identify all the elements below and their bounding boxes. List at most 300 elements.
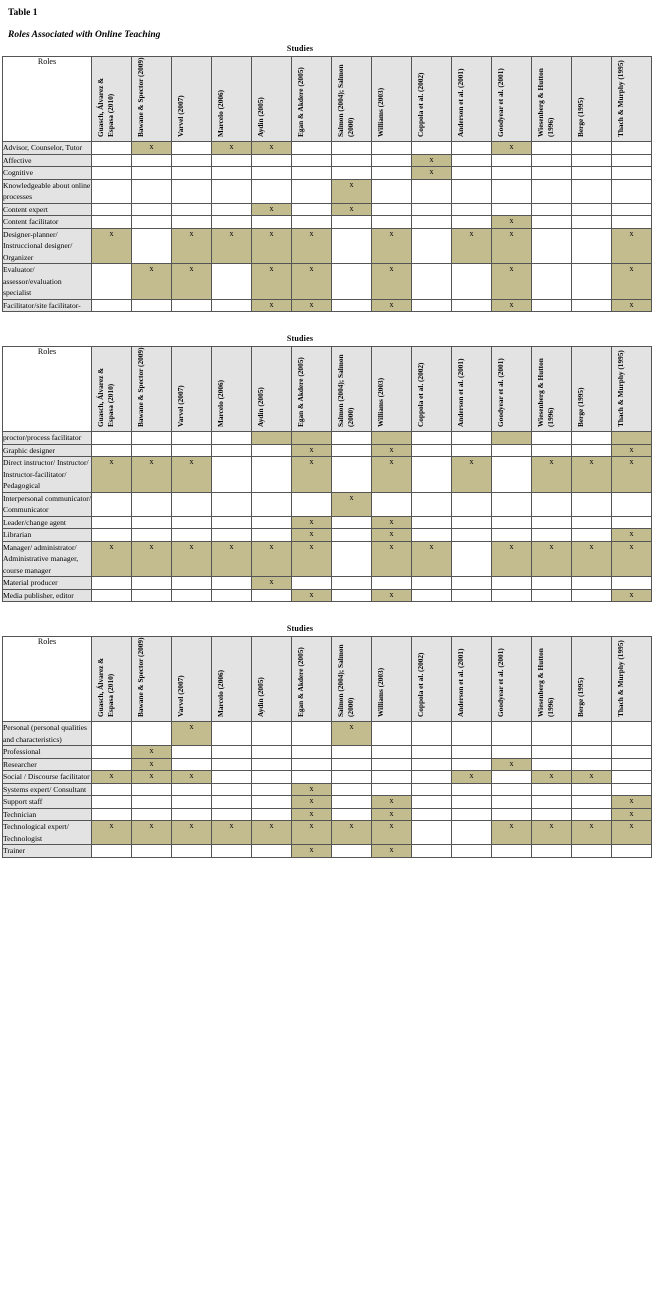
empty-cell	[412, 771, 452, 784]
empty-cell	[332, 577, 372, 590]
table-row	[3, 589, 652, 602]
mark-cell: x	[252, 203, 292, 216]
mark-cell: x	[92, 771, 132, 784]
study-column-header	[212, 57, 252, 142]
empty-cell	[412, 299, 452, 312]
empty-cell	[132, 179, 172, 203]
role-label-cell: Facilitator/site facilitator-	[3, 299, 92, 312]
empty-cell	[412, 492, 452, 516]
empty-cell	[532, 746, 572, 759]
study-column-header	[612, 347, 652, 432]
vertical-label-wrapper	[212, 347, 251, 431]
empty-cell	[212, 746, 252, 759]
vertical-label-wrapper	[492, 57, 531, 141]
study-column-label: Berge (1995)	[576, 677, 585, 717]
mark-cell: x	[332, 492, 372, 516]
empty-cell	[292, 179, 332, 203]
empty-cell	[172, 142, 212, 155]
empty-cell	[492, 845, 532, 858]
table-row	[3, 216, 652, 229]
vertical-label-wrapper	[252, 637, 291, 721]
empty-cell	[252, 492, 292, 516]
table-section-1	[2, 40, 634, 312]
table-row	[3, 845, 652, 858]
mark-cell: x	[292, 541, 332, 577]
study-column-label: Williams (2003)	[376, 667, 385, 717]
empty-cell	[452, 154, 492, 167]
role-label-cell: Knowledgeable about online processes	[3, 180, 91, 201]
section-spacer-1	[2, 312, 598, 330]
mark-cell: x	[92, 821, 132, 845]
empty-cell	[372, 167, 412, 180]
shaded-cell	[372, 432, 412, 445]
empty-cell	[492, 771, 532, 784]
empty-cell	[92, 179, 132, 203]
empty-cell	[452, 796, 492, 809]
role-label-cell: Affective	[3, 154, 92, 167]
mark-cell: x	[132, 457, 172, 493]
empty-cell	[532, 529, 572, 542]
role-label-cell: Social / Discourse facilitator	[3, 772, 90, 781]
empty-cell	[452, 444, 492, 457]
empty-cell	[252, 516, 292, 529]
vertical-label-wrapper	[492, 347, 531, 431]
table-title: Roles Associated with Online Teaching	[8, 30, 161, 40]
empty-cell	[532, 203, 572, 216]
mark-cell: x	[132, 746, 172, 759]
mark-cell: x	[572, 457, 612, 493]
study-column-label: Varvel (2007)	[176, 675, 185, 717]
mark-cell: x	[92, 541, 132, 577]
empty-cell	[532, 167, 572, 180]
empty-cell	[172, 783, 212, 796]
empty-cell	[212, 758, 252, 771]
empty-cell	[452, 167, 492, 180]
study-column-label: Wiesenberg & Hutton (1996)	[536, 68, 555, 137]
empty-cell	[452, 432, 492, 445]
empty-cell	[372, 142, 412, 155]
mark-cell: x	[172, 821, 212, 845]
mark-cell: x	[532, 821, 572, 845]
table-row	[3, 808, 652, 821]
mark-cell: x	[612, 299, 652, 312]
table-row	[3, 299, 652, 312]
role-label-cell: Interpersonal communicator/ Communicator	[3, 493, 91, 514]
empty-cell	[252, 783, 292, 796]
table-row	[3, 142, 652, 155]
roles-column-header: Roles	[3, 637, 92, 722]
empty-cell	[292, 492, 332, 516]
empty-cell	[452, 299, 492, 312]
vertical-label-wrapper	[252, 347, 291, 431]
empty-cell	[212, 845, 252, 858]
study-column-header	[292, 637, 332, 722]
empty-cell	[612, 203, 652, 216]
mark-cell: x	[372, 529, 412, 542]
empty-cell	[332, 154, 372, 167]
empty-cell	[172, 516, 212, 529]
mark-cell: x	[332, 179, 372, 203]
vertical-label-wrapper	[452, 637, 491, 721]
vertical-label-wrapper	[372, 637, 411, 721]
empty-cell	[572, 783, 612, 796]
study-column-header	[572, 57, 612, 142]
empty-cell	[252, 216, 292, 229]
study-column-header	[372, 57, 412, 142]
table-row	[3, 167, 652, 180]
empty-cell	[212, 783, 252, 796]
empty-cell	[132, 516, 172, 529]
empty-cell	[92, 577, 132, 590]
study-column-header	[172, 347, 212, 432]
empty-cell	[332, 589, 372, 602]
study-column-header	[492, 347, 532, 432]
empty-cell	[492, 746, 532, 759]
mark-cell: x	[612, 796, 652, 809]
study-column-label: Salmon (2004); Salmon (2000)	[336, 354, 355, 427]
mark-cell: x	[492, 758, 532, 771]
study-column-label: Anderson et al. (2001)	[456, 648, 465, 717]
vertical-label-wrapper	[452, 57, 491, 141]
study-column-header	[132, 57, 172, 142]
empty-cell	[212, 589, 252, 602]
empty-cell	[132, 228, 172, 264]
mark-cell: x	[292, 589, 332, 602]
empty-cell	[452, 845, 492, 858]
empty-cell	[252, 457, 292, 493]
empty-cell	[292, 577, 332, 590]
empty-cell	[252, 845, 292, 858]
empty-cell	[132, 492, 172, 516]
empty-cell	[172, 179, 212, 203]
empty-cell	[132, 299, 172, 312]
mark-cell: x	[292, 516, 332, 529]
empty-cell	[612, 516, 652, 529]
study-column-label: Bawane & Spector (2009)	[136, 347, 145, 427]
mark-cell: x	[292, 796, 332, 809]
mark-cell: x	[172, 457, 212, 493]
empty-cell	[132, 432, 172, 445]
vertical-label-wrapper	[92, 637, 131, 721]
empty-cell	[172, 746, 212, 759]
roles-table-3	[2, 636, 652, 858]
shaded-cell	[492, 432, 532, 445]
empty-cell	[292, 154, 332, 167]
empty-cell	[92, 216, 132, 229]
empty-cell	[212, 203, 252, 216]
empty-cell	[332, 529, 372, 542]
mark-cell: x	[332, 821, 372, 845]
empty-cell	[212, 154, 252, 167]
vertical-label-wrapper	[612, 637, 651, 721]
vertical-label-wrapper	[172, 637, 211, 721]
empty-cell	[212, 299, 252, 312]
empty-cell	[92, 299, 132, 312]
empty-cell	[92, 796, 132, 809]
empty-cell	[572, 529, 612, 542]
empty-cell	[612, 142, 652, 155]
study-column-header	[412, 637, 452, 722]
empty-cell	[412, 142, 452, 155]
empty-cell	[252, 808, 292, 821]
empty-cell	[132, 577, 172, 590]
empty-cell	[492, 589, 532, 602]
mark-cell: x	[372, 821, 412, 845]
empty-cell	[92, 808, 132, 821]
table-row	[3, 492, 652, 516]
mark-cell: x	[572, 771, 612, 784]
empty-cell	[532, 179, 572, 203]
empty-cell	[132, 167, 172, 180]
vertical-label-wrapper	[532, 347, 571, 431]
empty-cell	[452, 203, 492, 216]
empty-cell	[92, 154, 132, 167]
empty-cell	[572, 492, 612, 516]
study-column-label: Guasch, Álvarez & Espasa (2010)	[96, 657, 115, 717]
empty-cell	[252, 796, 292, 809]
study-column-label: Aydin (2005)	[256, 97, 265, 137]
empty-cell	[412, 746, 452, 759]
empty-cell	[212, 492, 252, 516]
vertical-label-wrapper	[252, 57, 291, 141]
mark-cell: x	[492, 821, 532, 845]
mark-cell: x	[492, 299, 532, 312]
mark-cell: x	[612, 821, 652, 845]
role-label-cell: Support staff	[3, 796, 92, 809]
empty-cell	[172, 299, 212, 312]
table-number: Table 1	[8, 8, 38, 18]
role-label-cell: proctor/process facilitator	[3, 432, 92, 445]
empty-cell	[252, 529, 292, 542]
table-row	[3, 746, 652, 759]
empty-cell	[412, 722, 452, 746]
vertical-label-wrapper	[132, 637, 171, 721]
table-body-3	[3, 722, 652, 858]
study-column-label: Goodyear et al. (2001)	[496, 358, 505, 427]
mark-cell: x	[172, 228, 212, 264]
study-column-label: Coppola et al. (2002)	[416, 652, 425, 717]
empty-cell	[492, 444, 532, 457]
empty-cell	[172, 529, 212, 542]
empty-cell	[412, 577, 452, 590]
table-header-3	[3, 637, 652, 722]
empty-cell	[172, 796, 212, 809]
empty-cell	[412, 758, 452, 771]
empty-cell	[452, 492, 492, 516]
mark-cell: x	[372, 457, 412, 493]
empty-cell	[172, 203, 212, 216]
study-column-label: Egan & Akdere (2005)	[296, 647, 305, 717]
empty-cell	[92, 167, 132, 180]
empty-cell	[132, 722, 172, 746]
empty-cell	[452, 264, 492, 300]
empty-cell	[172, 167, 212, 180]
study-column-label: Marcelo (2006)	[216, 89, 225, 137]
vertical-label-wrapper	[212, 637, 251, 721]
empty-cell	[532, 299, 572, 312]
mark-cell: x	[492, 264, 532, 300]
empty-cell	[332, 771, 372, 784]
empty-cell	[132, 808, 172, 821]
empty-cell	[132, 783, 172, 796]
study-column-label: Salmon (2004); Salmon (2000)	[336, 64, 355, 137]
empty-cell	[612, 758, 652, 771]
empty-cell	[492, 457, 532, 493]
study-column-header	[612, 57, 652, 142]
study-column-header	[132, 637, 172, 722]
study-column-label: Wiesenberg & Hutton (1996)	[536, 358, 555, 427]
vertical-label-wrapper	[132, 347, 171, 431]
empty-cell	[572, 154, 612, 167]
empty-cell	[612, 179, 652, 203]
mark-cell: x	[332, 203, 372, 216]
empty-cell	[332, 746, 372, 759]
vertical-label-wrapper	[92, 347, 131, 431]
mark-cell: x	[372, 299, 412, 312]
vertical-label-wrapper	[452, 347, 491, 431]
vertical-label-wrapper	[532, 637, 571, 721]
study-column-label: Williams (2003)	[376, 87, 385, 137]
mark-cell: x	[532, 541, 572, 577]
empty-cell	[132, 529, 172, 542]
empty-cell	[612, 577, 652, 590]
empty-cell	[212, 444, 252, 457]
study-column-header	[172, 637, 212, 722]
empty-cell	[452, 758, 492, 771]
empty-cell	[372, 154, 412, 167]
mark-cell: x	[372, 541, 412, 577]
role-label-cell: Librarian	[3, 529, 92, 542]
empty-cell	[372, 771, 412, 784]
mark-cell: x	[92, 228, 132, 264]
empty-cell	[492, 179, 532, 203]
empty-cell	[252, 154, 292, 167]
empty-cell	[332, 444, 372, 457]
mark-cell: x	[492, 228, 532, 264]
table-row	[3, 758, 652, 771]
empty-cell	[132, 796, 172, 809]
empty-cell	[532, 216, 572, 229]
section-spacer-2	[2, 602, 598, 620]
role-label-cell: Content facilitator	[3, 216, 92, 229]
empty-cell	[412, 264, 452, 300]
empty-cell	[492, 154, 532, 167]
study-column-label: Coppola et al. (2002)	[416, 72, 425, 137]
empty-cell	[452, 577, 492, 590]
empty-cell	[372, 492, 412, 516]
mark-cell: x	[572, 821, 612, 845]
empty-cell	[572, 142, 612, 155]
role-label-cell: Systems expert/ Consultant	[3, 783, 92, 796]
empty-cell	[92, 783, 132, 796]
empty-cell	[452, 808, 492, 821]
vertical-label-wrapper	[92, 57, 131, 141]
empty-cell	[332, 432, 372, 445]
role-label-cell: Advisor, Counselor, Tutor	[3, 142, 92, 155]
empty-cell	[412, 203, 452, 216]
empty-cell	[332, 457, 372, 493]
table-body-1	[3, 142, 652, 312]
empty-cell	[532, 783, 572, 796]
table-row	[3, 783, 652, 796]
table-row	[3, 264, 652, 300]
study-column-label: Goodyear et al. (2001)	[496, 648, 505, 717]
role-label-cell: Graphic designer	[3, 444, 92, 457]
vertical-label-wrapper	[372, 347, 411, 431]
shaded-cell	[292, 432, 332, 445]
empty-cell	[572, 577, 612, 590]
empty-cell	[332, 796, 372, 809]
empty-cell	[172, 758, 212, 771]
empty-cell	[412, 432, 452, 445]
vertical-label-wrapper	[292, 637, 331, 721]
empty-cell	[172, 589, 212, 602]
study-column-header	[132, 347, 172, 432]
header-row	[3, 57, 652, 142]
table-row	[3, 529, 652, 542]
empty-cell	[612, 154, 652, 167]
empty-cell	[292, 216, 332, 229]
study-column-header	[492, 57, 532, 142]
empty-cell	[572, 444, 612, 457]
empty-cell	[252, 758, 292, 771]
empty-cell	[492, 529, 532, 542]
empty-cell	[492, 722, 532, 746]
empty-cell	[532, 589, 572, 602]
empty-cell	[332, 264, 372, 300]
empty-cell	[492, 167, 532, 180]
mark-cell: x	[252, 541, 292, 577]
study-column-label: Thach & Murphy (1995)	[616, 350, 625, 427]
empty-cell	[92, 203, 132, 216]
study-column-header	[212, 347, 252, 432]
mark-cell: x	[372, 444, 412, 457]
study-column-label: Egan & Akdere (2005)	[296, 357, 305, 427]
vertical-label-wrapper	[572, 347, 611, 431]
empty-cell	[372, 203, 412, 216]
mark-cell: x	[292, 821, 332, 845]
mark-cell: x	[172, 771, 212, 784]
empty-cell	[92, 492, 132, 516]
vertical-label-wrapper	[332, 57, 371, 141]
empty-cell	[332, 228, 372, 264]
study-column-header	[92, 637, 132, 722]
empty-cell	[572, 264, 612, 300]
table-section-2	[2, 330, 634, 602]
empty-cell	[132, 203, 172, 216]
study-column-header	[372, 637, 412, 722]
empty-cell	[492, 492, 532, 516]
mark-cell: x	[252, 299, 292, 312]
empty-cell	[92, 845, 132, 858]
mark-cell: x	[132, 264, 172, 300]
study-column-header	[252, 637, 292, 722]
empty-cell	[572, 216, 612, 229]
roles-column-header: Roles	[3, 347, 92, 432]
empty-cell	[292, 746, 332, 759]
empty-cell	[492, 516, 532, 529]
mark-cell: x	[132, 758, 172, 771]
vertical-label-wrapper	[292, 347, 331, 431]
mark-cell: x	[132, 541, 172, 577]
empty-cell	[132, 154, 172, 167]
empty-cell	[412, 516, 452, 529]
empty-cell	[172, 577, 212, 590]
vertical-label-wrapper	[172, 57, 211, 141]
vertical-label-wrapper	[332, 347, 371, 431]
empty-cell	[372, 216, 412, 229]
vertical-label-wrapper	[572, 57, 611, 141]
